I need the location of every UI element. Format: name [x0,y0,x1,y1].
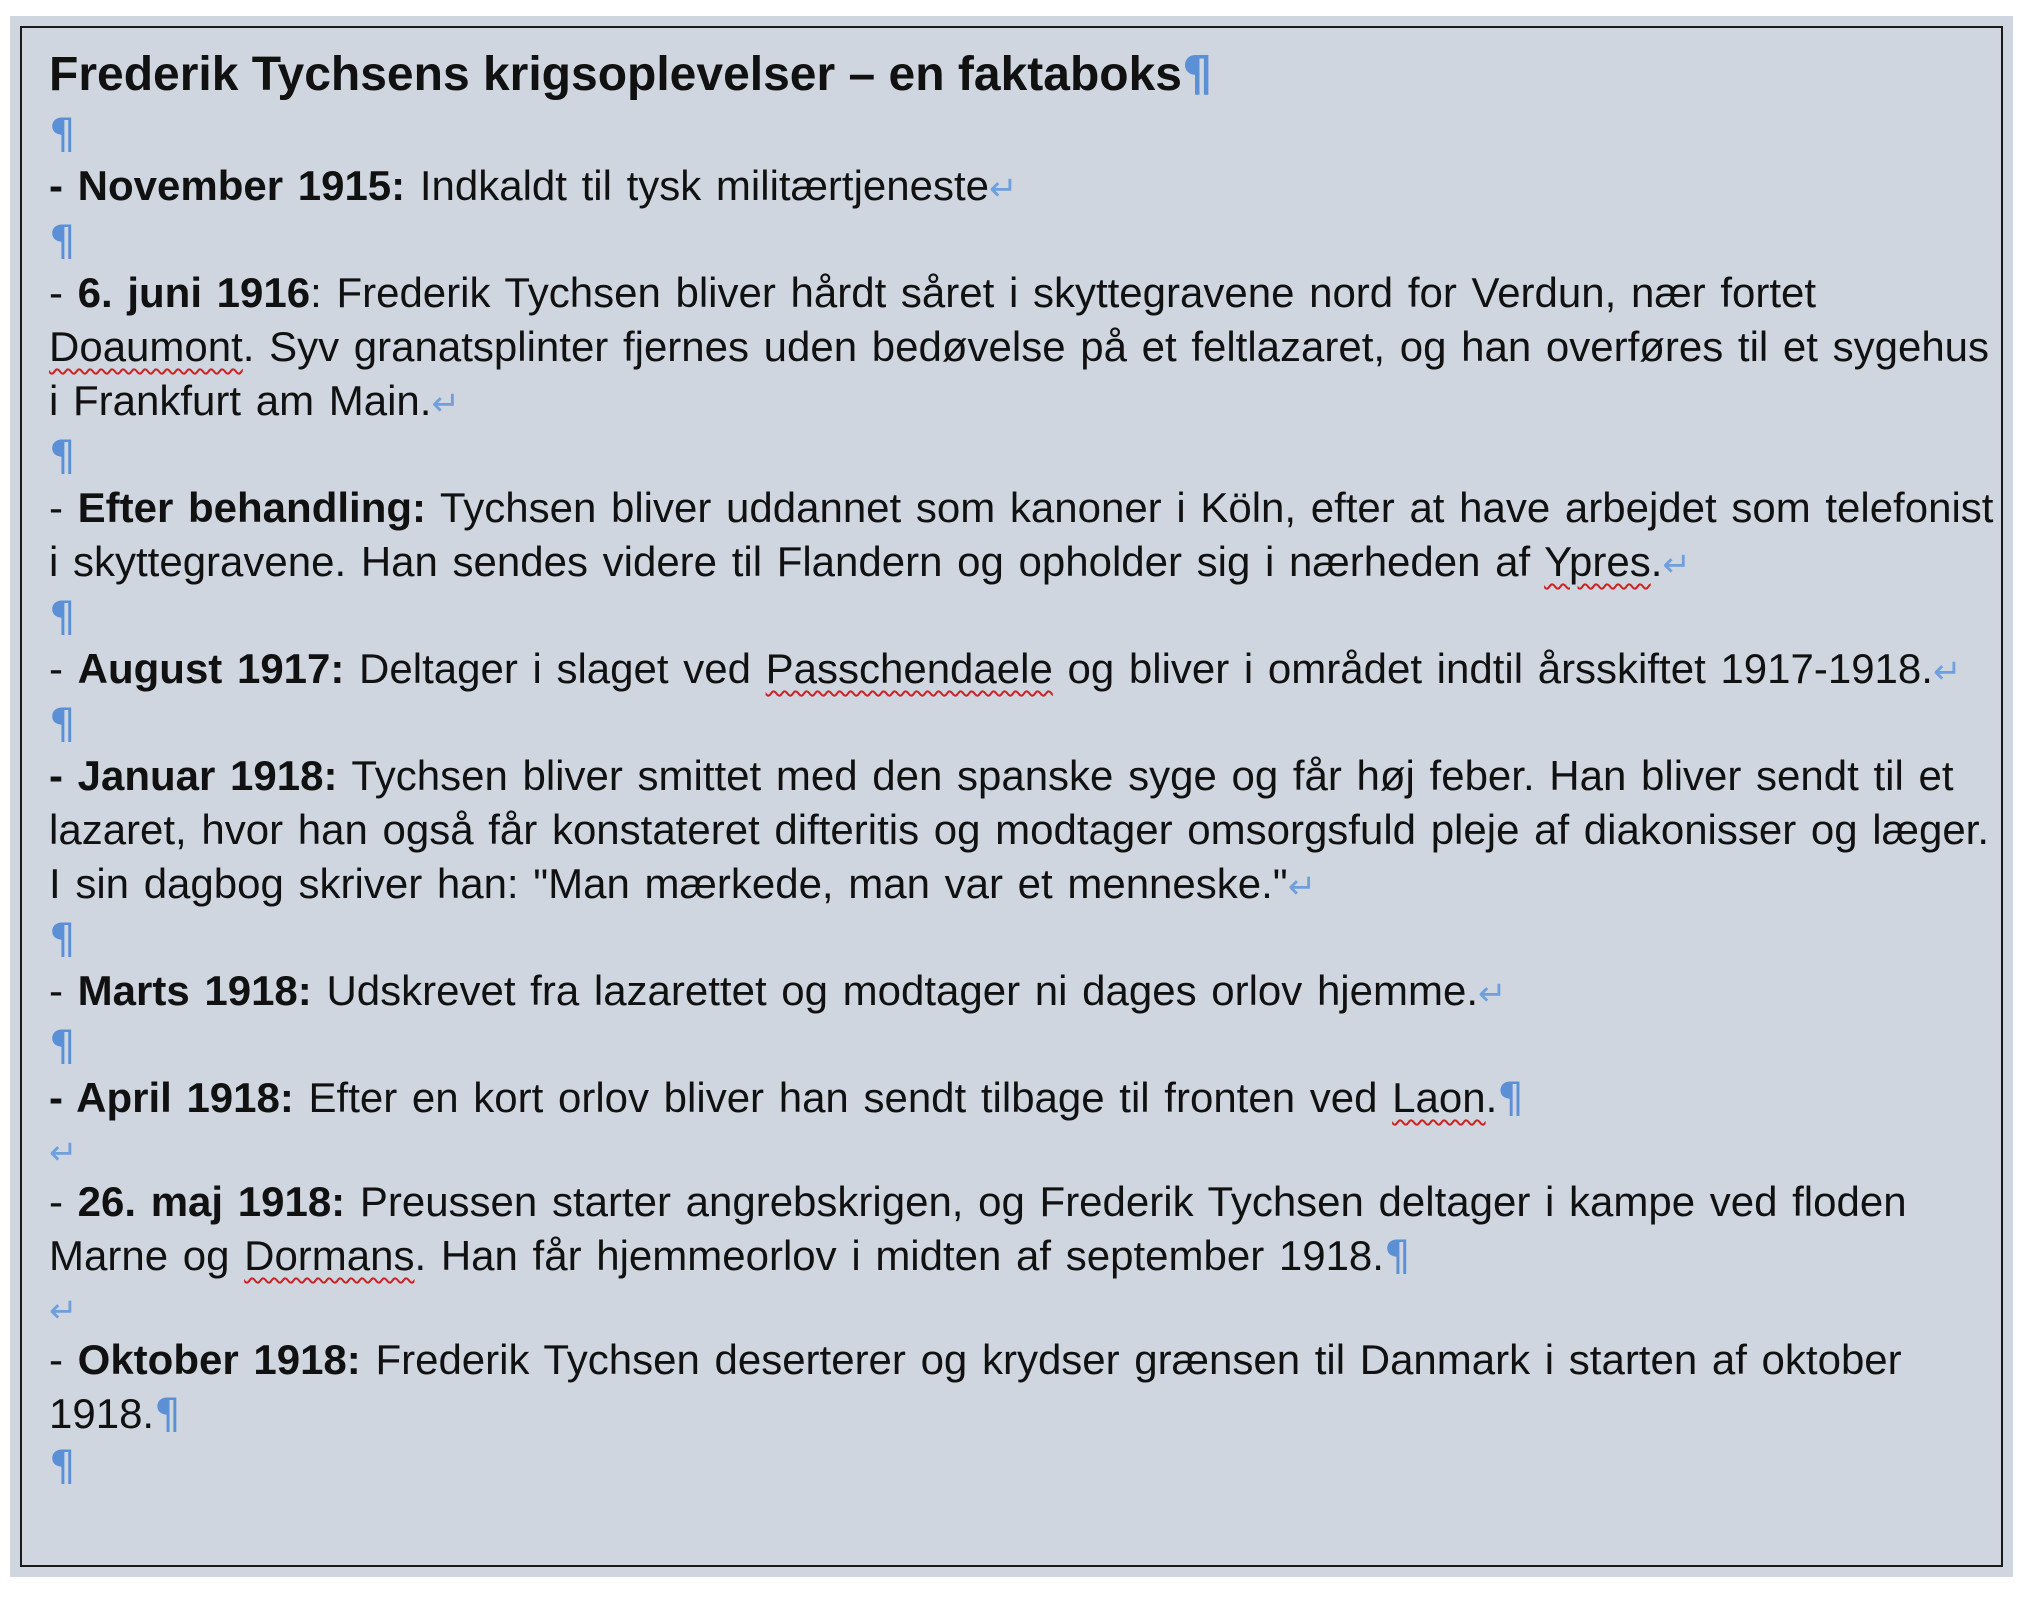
timeline-entry-january-1918: - Januar 1918: Tychsen bliver smittet med den spanske syge og får høj feber. Han bliver sendt til et lazaret, hvor han også får konstateret difteritis og modtager omsorgsfuld pleje af diakonisser og læger. I sin dagbog skriver han: "Man mærkede, man var et menneske."↵ [49,752,1990,907]
document-page [10,16,2013,1577]
empty-paragraph [49,109,1999,159]
fact-box-content[interactable] [49,40,1999,1491]
entry-date: Januar 1918: [77,752,338,799]
pilcrow-mark: ¶ [49,1441,76,1490]
timeline-entry-march-1918: - Marts 1918: Udskrevet fra lazarettet og modtager ni dages orlov hjemme.↵ [49,967,1507,1014]
entry-text: Efter en kort orlov bliver han sendt tilbage til fronten ved [293,1074,1393,1121]
misspelled-word[interactable]: Laon [1392,1074,1486,1121]
pilcrow-mark: ¶ [49,216,76,265]
entry-text: Deltager i slaget ved [344,645,766,692]
entry-date: 6. juni 1916 [77,269,311,316]
entry-date: August 1917: [77,645,345,692]
misspelled-word[interactable]: Ypres [1544,538,1651,585]
misspelled-word[interactable]: Dormans [244,1232,415,1279]
empty-paragraph [49,1441,1999,1491]
empty-paragraph [49,1021,1999,1071]
line-break-mark: ↵ [49,1133,78,1173]
entry-date: Efter behandling: [77,484,426,531]
misspelled-word[interactable]: Doaumont [49,323,243,370]
timeline-entry-june-1916: - 6. juni 1916: Frederik Tychsen bliver hårdt såret i skyttegravene nord for Verdun, nær fortet Doaumont. Syv granatsplinter fjernes uden bedøvelse på et feltlazaret, og han overføres til et sygehus i Frankfurt am Main.↵ [49,269,1990,424]
pilcrow-mark: ¶ [49,699,76,748]
pilcrow-mark: ¶ [49,1021,76,1070]
empty-line-break [49,1283,1999,1333]
line-break-mark: ↵ [1287,867,1317,907]
entry-text-continued: . Han får hjemmeorlov i midten af september 1918. [414,1232,1384,1279]
empty-paragraph [49,592,1999,642]
entry-text-continued: og bliver i området indtil årsskiftet 1917-1918. [1052,645,1933,692]
empty-paragraph [49,431,1999,481]
empty-paragraph [49,914,1999,964]
line-break-mark: ↵ [1662,545,1691,585]
line-break-mark: ↵ [1478,974,1507,1014]
pilcrow-mark: ¶ [1497,1073,1524,1122]
pilcrow-mark: ¶ [49,914,76,963]
pilcrow-mark: ¶ [49,431,76,480]
entry-text: Indkaldt til tysk militærtjeneste [405,162,990,209]
entry-text: Udskrevet fra lazarettet og modtager ni dages orlov hjemme. [311,967,1478,1014]
pilcrow-mark: ¶ [49,109,76,158]
entry-date: Marts 1918: [77,967,312,1014]
entry-text: Preussen starter angrebskrigen, og Frederik Tychsen deltager i kampe ved floden Marne og [49,1178,1907,1279]
fact-box-title: Frederik Tychsens krigsoplevelser – en faktaboks¶ [49,46,1213,102]
pilcrow-mark: ¶ [1181,46,1213,102]
line-break-mark: ↵ [989,169,1018,209]
entry-text: : Frederik Tychsen bliver hårdt såret i skyttegravene nord for Verdun, nær fortet [310,269,1817,316]
entry-date: April 1918: [76,1074,294,1121]
empty-paragraph [49,699,1999,749]
line-break-mark: ↵ [49,1291,78,1331]
pilcrow-mark: ¶ [49,592,76,641]
pilcrow-mark: ¶ [154,1389,181,1438]
entry-date: November 1915: [77,162,406,209]
empty-line-break [49,1125,1999,1175]
timeline-entry-august-1917: - August 1917: Deltager i slaget ved Passchendaele og bliver i området indtil årsskiftet 1917-1918.↵ [49,645,1962,692]
timeline-entry-april-1918: - April 1918: Efter en kort orlov bliver han sendt tilbage til fronten ved Laon.¶ [49,1073,1524,1122]
entry-text: Frederik Tychsen deserterer og krydser grænsen til Danmark i starten af oktober 1918. [49,1336,1902,1437]
misspelled-word[interactable]: Passchendaele [765,645,1053,692]
entry-date: 26. maj 1918: [77,1178,346,1225]
line-break-mark: ↵ [431,384,460,424]
timeline-entry-after-treatment: - Efter behandling: Tychsen bliver uddannet som kanoner i Köln, efter at have arbejdet som telefonist i skyttegravene. Han sendes videre til Flandern og opholder sig i nærheden af Ypres.↵ [49,484,1994,585]
entry-text-continued: . Syv granatsplinter fjernes uden bedøvelse på et feltlazaret, og han overføres til et sygehus i Frankfurt am Main. [49,323,1990,424]
timeline-entry-november-1915: - November 1915: Indkaldt til tysk militærtjeneste↵ [49,162,1018,209]
timeline-entry-october-1918: - Oktober 1918: Frederik Tychsen deserterer og krydser grænsen til Danmark i starten af oktober 1918.¶ [49,1336,1902,1438]
entry-date: Oktober 1918: [77,1336,361,1383]
timeline-entry-may-1918: - 26. maj 1918: Preussen starter angrebskrigen, og Frederik Tychsen deltager i kampe ved floden Marne og Dormans. Han får hjemmeorlov i midten af september 1918.¶ [49,1178,1907,1280]
entry-text: Tychsen bliver smittet med den spanske syge og får høj feber. Han bliver sendt til et lazaret, hvor han også får konstateret difteritis og modtager omsorgsfuld pleje af diakonisser og læger. I sin dagbog skriver han: "Man mærkede, man var et menneske." [49,752,1990,907]
pilcrow-mark: ¶ [1383,1231,1411,1280]
line-break-mark: ↵ [1932,652,1962,692]
empty-paragraph [49,216,1999,266]
entry-text: Tychsen bliver uddannet som kanoner i Köln, efter at have arbejdet som telefonist i skyttegravene. Han sendes videre til Flandern og opholder sig i nærheden af [49,484,1994,585]
entry-text-continued: . [1485,1074,1498,1121]
entry-text-continued: . [1650,538,1663,585]
